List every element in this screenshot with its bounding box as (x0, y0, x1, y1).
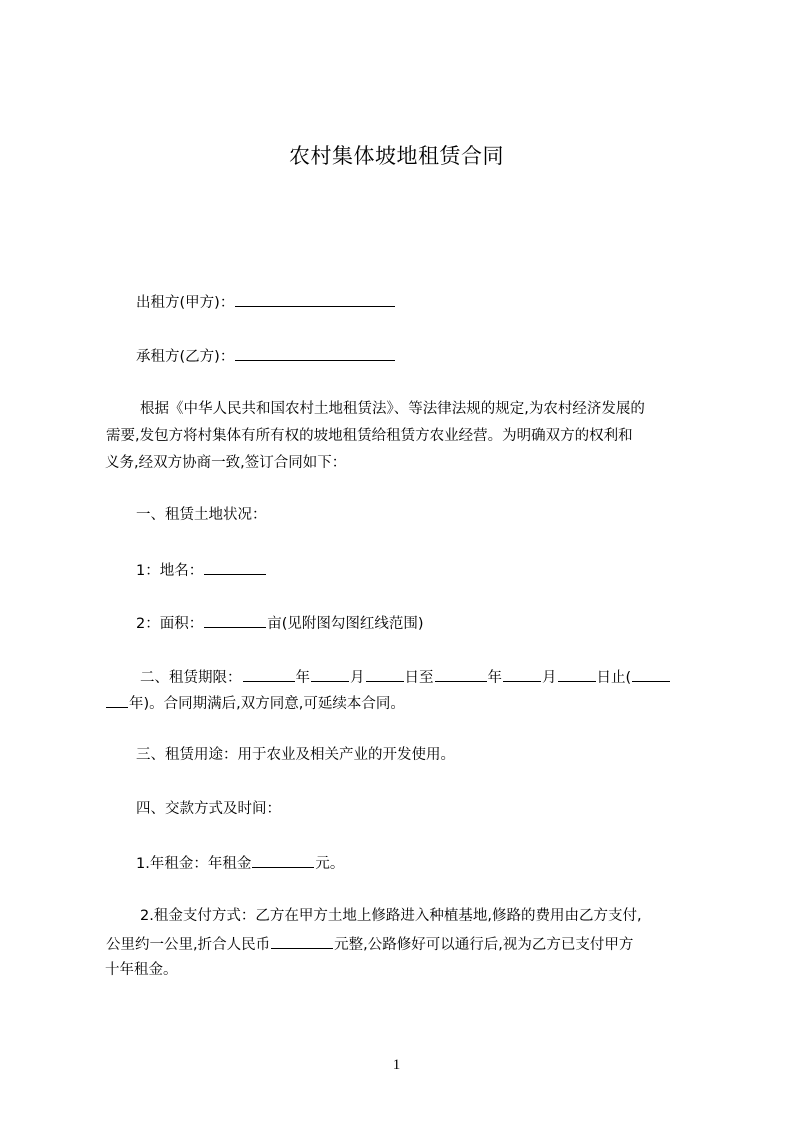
section4-heading: 四、交款方式及时间： (136, 801, 281, 817)
start-month-unit: 月 (350, 670, 365, 686)
start-year-unit: 年 (295, 670, 310, 686)
area-suffix: 亩(见附图勾图红线范围) (267, 616, 424, 632)
annual-rent-blank (252, 853, 314, 868)
lessor-line (136, 292, 736, 312)
document-title: 农村集体坡地租赁合同 (289, 144, 504, 168)
start-day-unit: 日至 (404, 670, 434, 686)
lessee-line (136, 346, 736, 366)
section1-item1 (136, 560, 736, 580)
area-label: 2：面积： (136, 616, 204, 632)
end-day-blank (558, 667, 596, 682)
intro-line-1: 根据《中华人民共和国农村土地租赁法》、等法律法规的规定,为农村经济发展的 (140, 401, 645, 417)
annual-rent-suffix: 元。 (315, 856, 345, 872)
road-cost-blank (271, 934, 333, 949)
annual-rent-label: 1.年租金：年租金 (136, 856, 252, 872)
place-name-label: 1：地名： (136, 563, 204, 579)
page-number: 1 (392, 1057, 401, 1073)
end-day-unit: 日止( (596, 670, 632, 686)
term-years-blank-part2 (106, 693, 128, 708)
section1-item2 (136, 613, 736, 633)
section3-text: 三、租赁用途：用于农业及相关产业的开发使用。 (136, 747, 455, 763)
section2-line-1 (140, 667, 740, 687)
section2-line2-text: 年)。合同期满后,双方同意,可延续本合同。 (129, 696, 405, 712)
intro-line-2: 需要,发包方将村集体有所有权的坡地租赁给租赁方农业经营。为明确双方的权利和 (106, 428, 633, 444)
lessor-label: 出租方(甲方)： (136, 295, 235, 311)
end-month-blank (503, 667, 541, 682)
section2-heading: 二、租赁期限： (140, 670, 242, 686)
end-month-unit: 月 (542, 670, 557, 686)
start-day-blank (366, 667, 404, 682)
term-years-blank-part1 (632, 667, 670, 682)
road-cost-label: 公里约一公里,折合人民币 (106, 937, 271, 953)
end-year-blank (435, 667, 487, 682)
lessee-label: 承租方(乙方)： (136, 349, 235, 365)
intro-line-3: 义务,经双方协商一致,签订合同如下： (105, 455, 347, 471)
road-cost-suffix: 元整,公路修好可以通行后,视为乙方已支付甲方 (334, 937, 634, 953)
place-name-blank (204, 560, 266, 575)
area-blank (204, 613, 266, 628)
section1-heading: 一、租赁土地状况： (136, 507, 267, 523)
section2-line-2 (105, 693, 705, 713)
section4-item1 (136, 853, 736, 873)
start-year-blank (243, 667, 295, 682)
start-month-blank (311, 667, 349, 682)
lessor-blank (235, 292, 395, 307)
end-year-unit: 年 (487, 670, 502, 686)
section4-item2-line-3: 十年租金。 (105, 962, 178, 978)
section4-item2-line-2 (106, 934, 706, 954)
lessee-blank (235, 346, 395, 361)
section4-item2-line-1: 2.租金支付方式：乙方在甲方土地上修路进入种植基地,修路的费用由乙方支付, (140, 908, 642, 924)
